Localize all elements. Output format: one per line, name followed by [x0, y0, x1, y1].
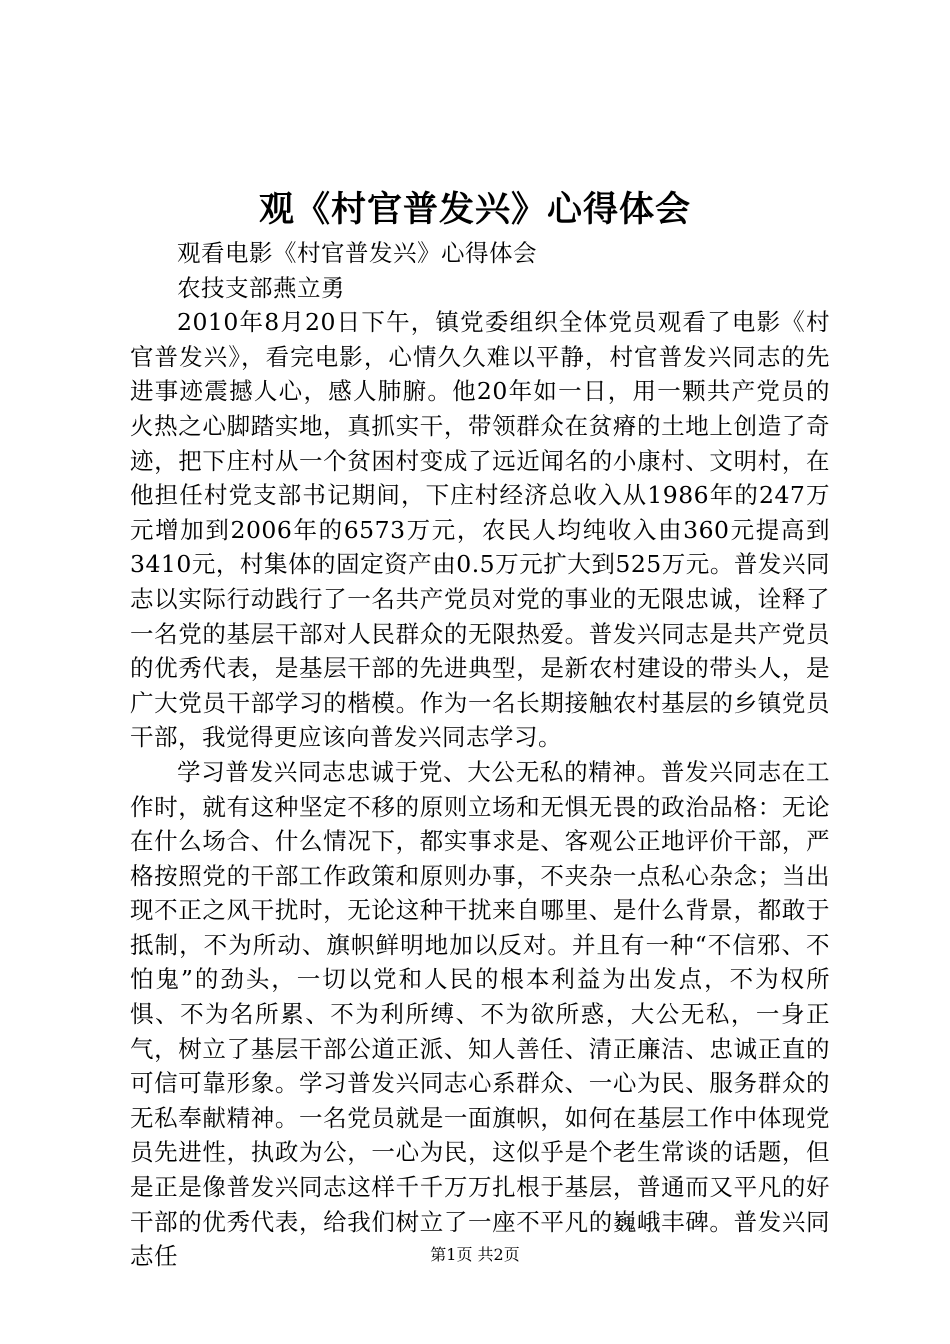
- document-title: 观《村官普发兴》心得体会: [258, 189, 691, 230]
- body-paragraph: 2010年8月20日下午，镇党委组织全体党员观看了电影《村官普发兴》，看完电影，心情久久难以平静，村官普发兴同志的先进事迹震撼人心，感人肺腑。他20年如一日，用一颗共产党员的火热之心脚踏实地，真抓实干，带领群众在贫瘠的土地上创造了奇迹，把下庄村从一个贫困村变成了远近闻名的小康村、文明村，在他担任村党支部书记期间，下庄村经济总收入从1986年的247万元增加到2006年的6573万元，农民人均纯收入由360元提高到3410元，村集体的固定资产由0.5万元扩大到525万元。普发兴同志以实际行动践行了一名共产党员对党的事业的无限忠诚，诠释了一名党的基层干部对人民群众的无限热爱。普发兴同志是共产党员的优秀代表，是基层干部的先进典型，是新农村建设的带头人，是广大党员干部学习的楷模。作为一名长期接触农村基层的乡镇党员干部，我觉得更应该向普发兴同志学习。: [130, 308, 830, 752]
- author-line: 农技支部燕立勇: [177, 273, 345, 302]
- body-paragraph: 学习普发兴同志忠诚于党、大公无私的精神。普发兴同志在工作时，就有这种坚定不移的原则立场和无惧无畏的政治品格：无论在什么场合、什么情况下，都实事求是、客观公正地评价干部，严格按照党的干部工作政策和原则办事，不夹杂一点私心杂念；当出现不正之风干扰时，无论这种干扰来自哪里、是什么背景，都敢于抵制，不为所动、旗帜鲜明地加以反对。并且有一种“不信邪、不怕鬼”的劲头，一切以党和人民的根本利益为出发点，不为权所惧、不为名所累、不为利所缚、不为欲所惑，大公无私，一身正气，树立了基层干部公道正派、知人善任、清正廉洁、忠诚正直的可信可靠形象。学习普发兴同志心系群众、一心为民、服务群众的无私奉献精神。一名党员就是一面旗帜，如何在基层工作中体现党员先进性，执政为公，一心为民，这似乎是个老生常谈的话题，但是正是像普发兴同志这样千千万万扎根于基层，普通而又平凡的好干部的优秀代表，给我们树立了一座不平凡的巍峨丰碑。普发兴同志任: [130, 757, 830, 1271]
- page-footer: [0, 1244, 950, 1266]
- page-number: 第1页 共2页: [430, 1245, 520, 1264]
- subtitle-line: 观看电影《村官普发兴》心得体会: [177, 239, 537, 267]
- document-body: [130, 236, 830, 1274]
